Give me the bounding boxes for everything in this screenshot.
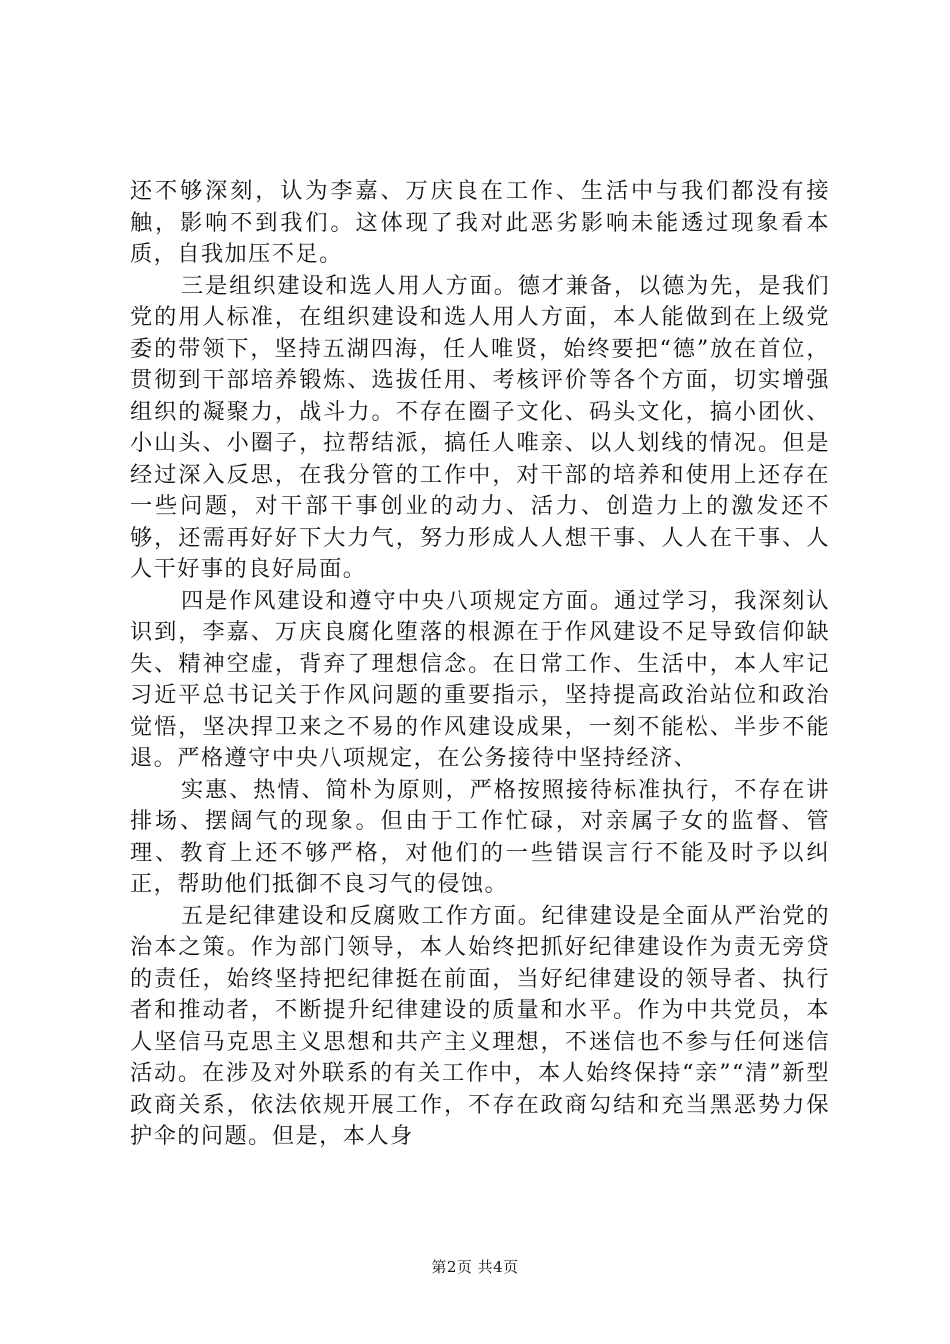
paragraph-organization-building: 三是组织建设和选人用人方面。德才兼备，以德为先，是我们党的用人标准，在组织建设和选人用人方面，本人能做到在上级党委的带领下，坚持五湖四海，任人唯贤，始终要把“德”放在首位，贯彻到干部培养锻炼、选拔任用、考核评价等各个方面，切实增强组织的凝聚力，战斗力。不存在圈子文化、码头文化，搞小团伙、小山头、小圈子，拉帮结派，搞任人唯亲、以人划线的情况。但是经过深入反思，在我分管的工作中，对干部的培养和使用上还存在一些问题，对干部干事创业的动力、活力、创造力上的激发还不够，还需再好好下大力气，努力形成人人想干事、人人在干事、人人干好事的良好局面。 bbox=[130, 272, 830, 582]
page-number-footer: 第2页 共4页 bbox=[431, 1258, 519, 1276]
paragraph-discipline-building: 五是纪律建设和反腐败工作方面。纪律建设是全面从严治党的治本之策。作为部门领导，本人始终把抓好纪律建设作为责无旁贷的责任，始终坚持把纪律挺在前面，当好纪律建设的领导者、执行者和推动者，不断提升纪律建设的质量和水平。作为中共党员，本人坚信马克思主义思想和共产主义理想，不迷信也不参与任何迷信活动。在涉及对外联系的有关工作中，本人始终保持“亲”“清”新型政商关系，依法依规开展工作，不存在政商勾结和充当黑恶势力保护伞的问题。但是，本人身 bbox=[130, 902, 830, 1149]
paragraph-reception-standards: 实惠、热情、简朴为原则，严格按照接待标准执行，不存在讲排场、摆阔气的现象。但由于工作忙碌，对亲属子女的监督、管理、教育上还不够严格，对他们的一些错误言行不能及时予以纠正，帮助他们抵御不良习气的侵蚀。 bbox=[130, 776, 830, 897]
document-body bbox=[130, 176, 830, 1153]
paragraph-continuation: 还不够深刻，认为李嘉、万庆良在工作、生活中与我们都没有接触，影响不到我们。这体现了我对此恶劣影响未能透过现象看本质，自我加压不足。 bbox=[130, 178, 830, 267]
paragraph-work-style: 四是作风建设和遵守中央八项规定方面。通过学习，我深刻认识到，李嘉、万庆良腐化堕落的根源在于作风建设不足导致信仰缺失、精神空虚，背弃了理想信念。在日常工作、生活中，本人牢记习近平总书记关于作风问题的重要指示，坚持提高政治站位和政治觉悟，坚决捍卫来之不易的作风建设成果，一刻不能松、半步不能退。严格遵守中央八项规定，在公务接待中坚持经济、 bbox=[130, 587, 830, 771]
